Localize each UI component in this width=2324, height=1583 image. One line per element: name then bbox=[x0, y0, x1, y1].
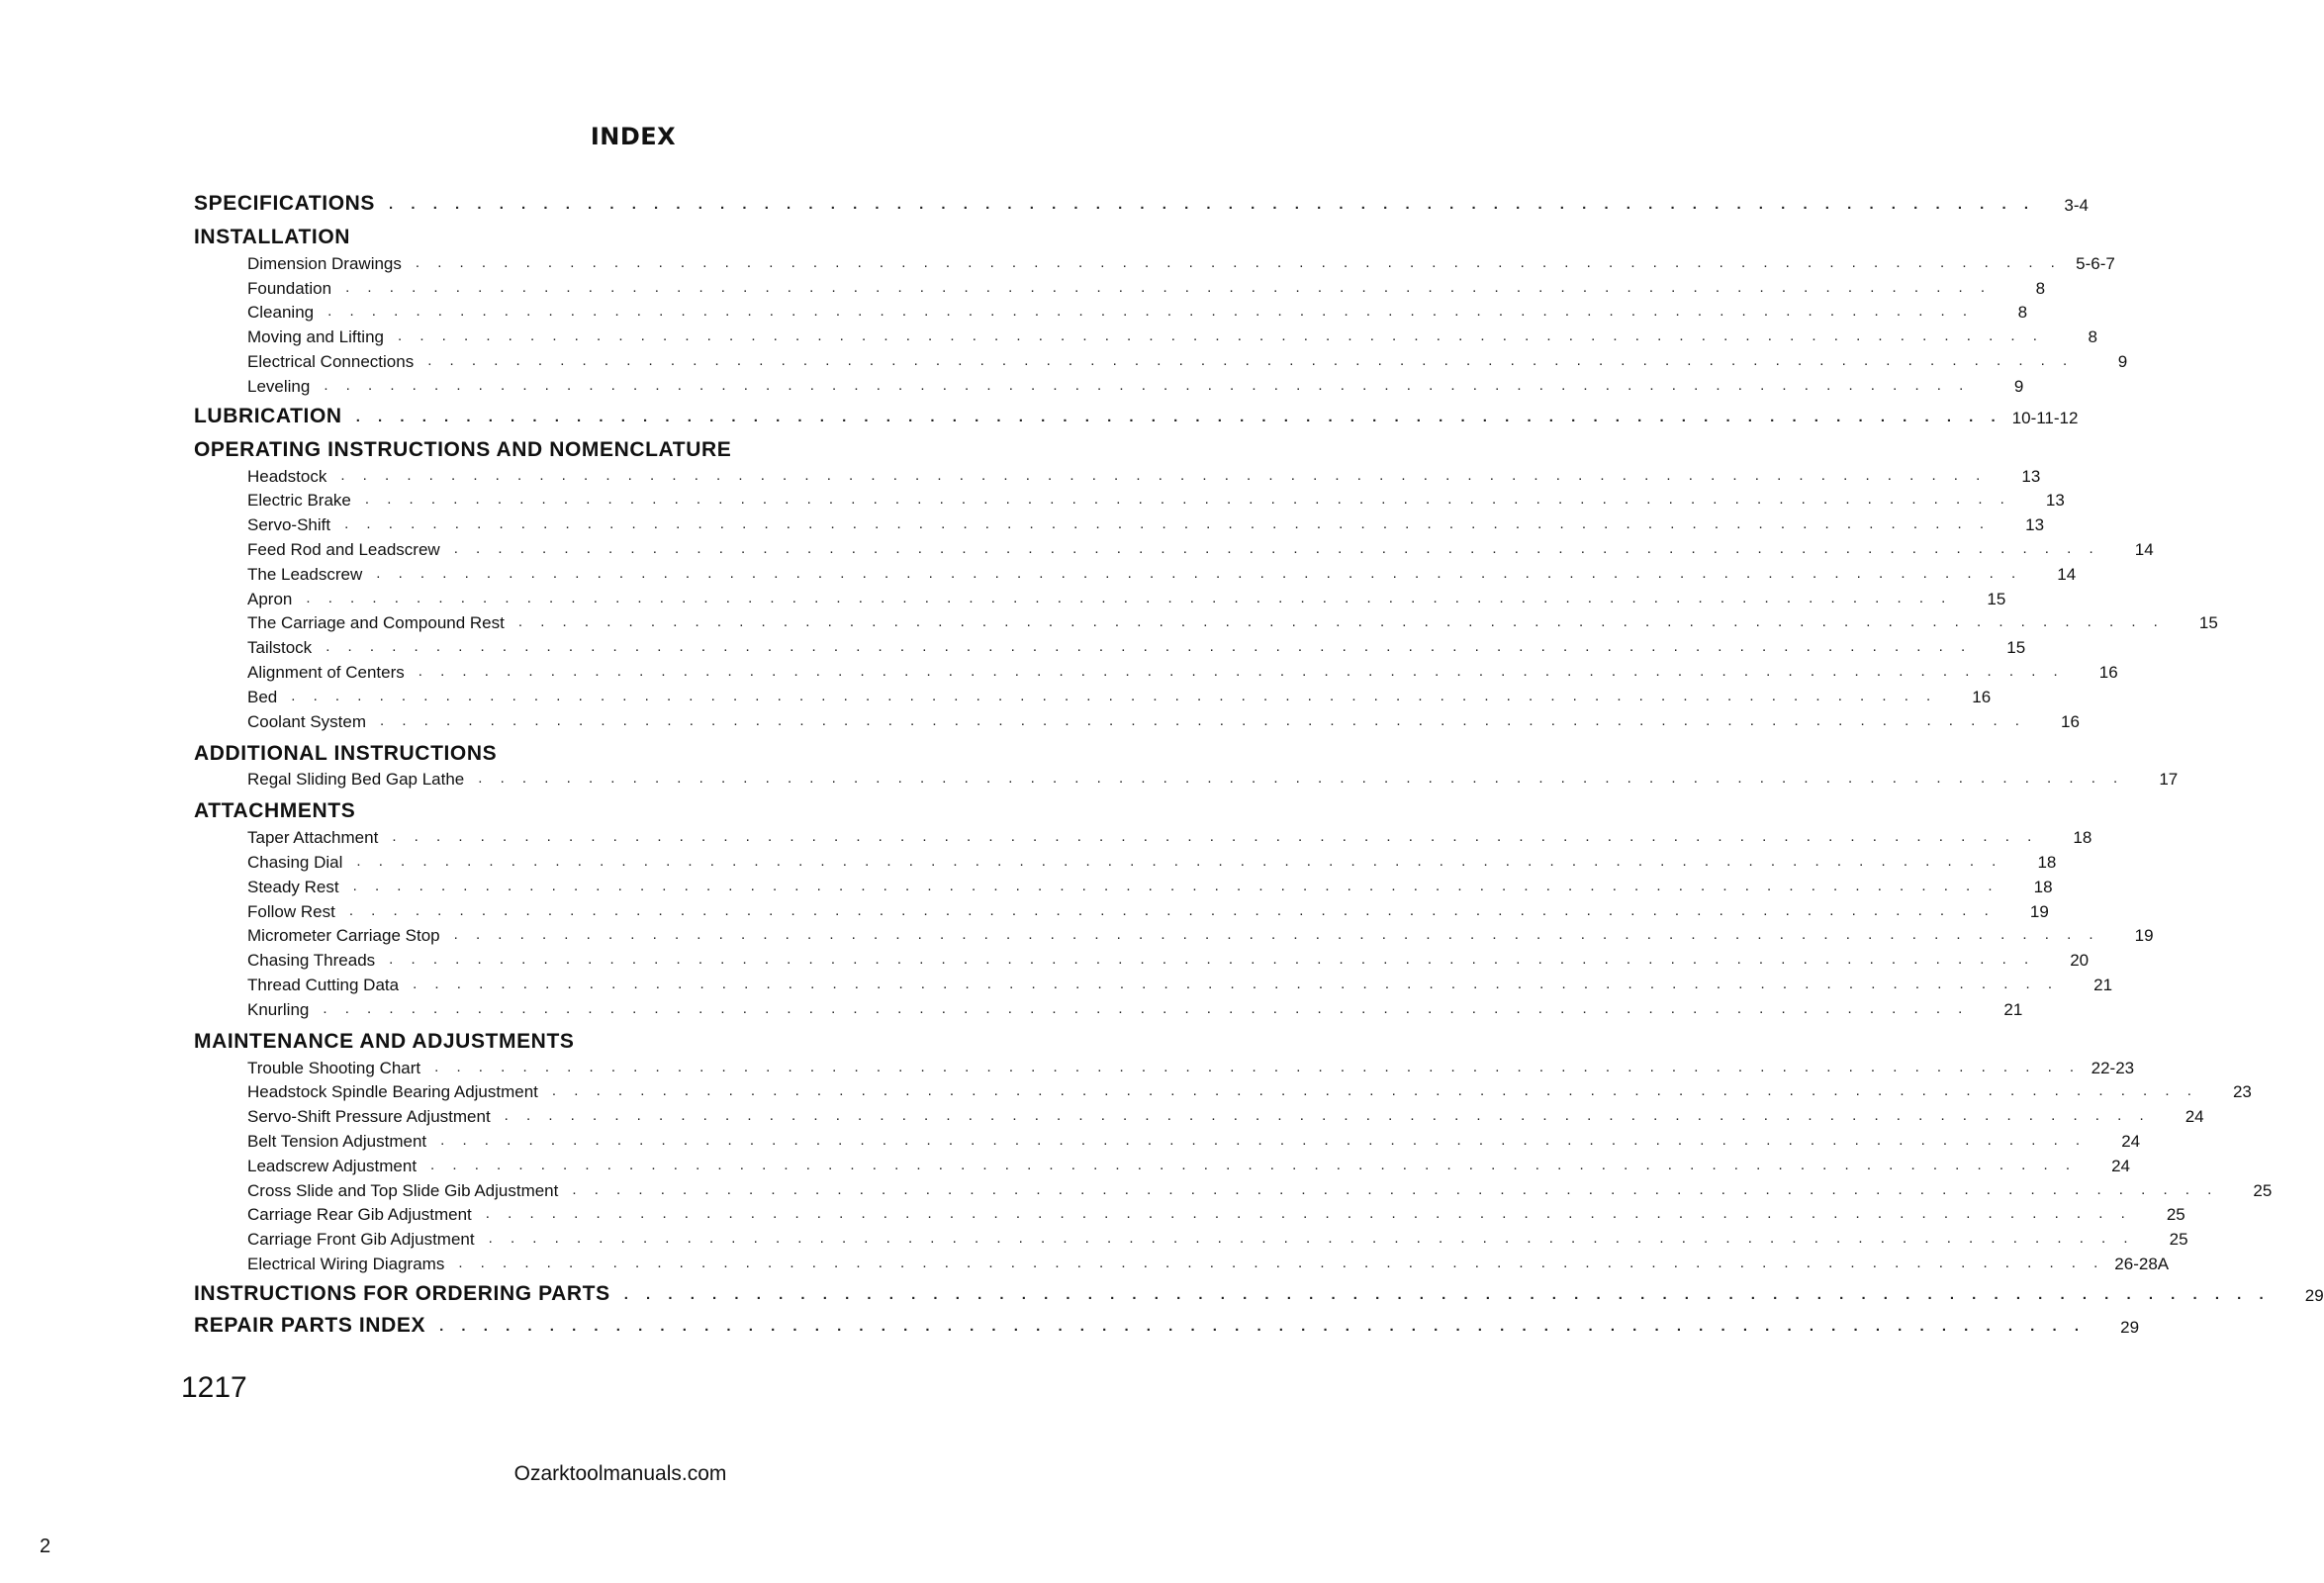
dot-leader: . . . . . . . . . . . . . . . . . . . . . . . . . . . . . . . . . . . . . . . . . . . . . . . . . . . . . . . . . . . . . . . . . . . . . . . . . . . bbox=[352, 877, 1999, 894]
toc-entry bbox=[194, 1176, 2273, 1201]
toc-entry-label: Leadscrew Adjustment bbox=[247, 1156, 418, 1175]
toc-entry-label: Chasing Dial bbox=[247, 852, 343, 872]
toc-entry-label: Steady Rest bbox=[247, 877, 339, 896]
dot-leader: . . . . . . . . . . . . . . . . . . . . . . . . . . . . . . . . . . . . . . . . . . . . . . . . . . . . . . . . . . . . . . . . . . . . . . . . . . . bbox=[517, 613, 2165, 631]
toc-entry-page: 23 bbox=[2232, 1082, 2252, 1102]
toc-section-label: MAINTENANCE AND ADJUSTMENTS bbox=[194, 1029, 575, 1053]
toc-entry-page: 26-28A bbox=[2114, 1254, 2170, 1273]
dot-leader: . . . . . . . . . . . . . . . . . . . . . . . . . . . . . . . . . . . . . . . . . . . . . . . . . . . . . . . . . . . . . . . . . . . . . . . . . . . bbox=[427, 351, 2075, 369]
dot-leader: . . . . . . . . . . . . . . . . . . . . . . . . . . . . . . . . . . . . . . . . . . . . . . . . . . . . . . . . . . . . . . . . . . . . . . . . . . . bbox=[356, 852, 2003, 870]
toc-entry-label: Knurling bbox=[247, 999, 310, 1019]
toc-entry-label: Foundation bbox=[247, 278, 332, 298]
toc-entry bbox=[194, 897, 2049, 922]
dot-leader: . . . . . . . . . . . . . . . . . . . . . . . . . . . . . . . . . . . . . . . . . . . . . . . . . . . . . . . . . . . . . . . . . . . . . . . . . . . bbox=[458, 1254, 2105, 1271]
toc-entry bbox=[194, 683, 1992, 707]
dot-leader: . . . . . . . . . . . . . . . . . . . . . . . . . . . . . . . . . . . . . . . . . . . . . . . . . . . . . . . . . . . . . . . . . . . . . . . . . . . bbox=[389, 951, 2036, 969]
dot-leader: . . . . . . . . . . . . . . . . . . . . . . . . . . . . . . . . . . . . . . . . . . . . . . . . . . . . . . . . . . . . . . . . . . . . . . . . . . . bbox=[355, 408, 2002, 425]
toc-entry-label: Electric Brake bbox=[247, 491, 351, 511]
dot-leader: . . . . . . . . . . . . . . . . . . . . . . . . . . . . . . . . . . . . . . . . . . . . . . . . . . . . . . . . . . . . . . . . . . . . . . . . . . . bbox=[430, 1156, 2078, 1173]
dot-leader: . . . . . . . . . . . . . . . . . . . . . . . . . . . . . . . . . . . . . . . . . . . . . . . . . . . . . . . . . . . . . . . . . . . . . . . . . . . bbox=[323, 999, 1970, 1017]
toc-entry bbox=[194, 922, 2154, 947]
toc-entry-page: 18 bbox=[2073, 828, 2092, 848]
dot-leader: . . . . . . . . . . . . . . . . . . . . . . . . . . . . . . . . . . . . . . . . . . . . . . . . . . . . . . . . . . . . . . . . . . . . . . . . . . . bbox=[439, 1317, 2087, 1335]
toc-entry-page: 16 bbox=[2061, 711, 2080, 731]
toc-entry-page: 13 bbox=[2045, 491, 2065, 511]
page-number: 2 bbox=[40, 1536, 51, 1557]
toc-entry-label: Electrical Connections bbox=[247, 351, 415, 371]
toc-entry bbox=[194, 1127, 2141, 1152]
toc-entry-label: Follow Rest bbox=[247, 901, 335, 921]
toc-entry bbox=[194, 823, 2092, 848]
toc-entry bbox=[194, 707, 2080, 732]
toc-section bbox=[194, 401, 2079, 428]
toc-entry-page: 20 bbox=[2070, 951, 2090, 971]
toc-entry bbox=[194, 995, 2023, 1020]
toc-section-page: 29 bbox=[2120, 1317, 2140, 1337]
toc-entry bbox=[194, 1054, 2135, 1078]
toc-entry-page: 16 bbox=[1972, 687, 1992, 706]
toc-entry bbox=[194, 585, 2006, 609]
toc-entry-page: 24 bbox=[2185, 1107, 2204, 1127]
toc-entry-label: Headstock Spindle Bearing Adjustment bbox=[247, 1082, 538, 1102]
toc-entry-label: Thread Cutting Data bbox=[247, 975, 400, 994]
dot-leader: . . . . . . . . . . . . . . . . . . . . . . . . . . . . . . . . . . . . . . . . . . . . . . . . . . . . . . . . . . . . . . . . . . . . . . . . . . . bbox=[453, 926, 2100, 944]
toc-entry-page: 25 bbox=[2253, 1180, 2273, 1200]
toc-entry bbox=[194, 1078, 2252, 1103]
toc-entry-label: Electrical Wiring Diagrams bbox=[247, 1254, 445, 1273]
dot-leader: . . . . . . . . . . . . . . . . . . . . . . . . . . . . . . . . . . . . . . . . . . . . . . . . . . . . . . . . . . . . . . . . . . . . . . . . . . . bbox=[324, 376, 1971, 394]
toc-entry bbox=[194, 766, 2179, 791]
toc-section bbox=[194, 793, 1072, 823]
dot-leader: . . . . . . . . . . . . . . . . . . . . . . . . . . . . . . . . . . . . . . . . . . . . . . . . . . . . . . . . . . . . . . . . . . . . . . . . . . . bbox=[488, 1230, 2135, 1248]
toc-entry-page: 13 bbox=[2025, 515, 2045, 535]
toc-section-label: ADDITIONAL INSTRUCTIONS bbox=[194, 741, 498, 765]
toc-entry-label: Coolant System bbox=[247, 711, 366, 731]
toc-entry-page: 18 bbox=[2033, 877, 2053, 896]
toc-entry bbox=[194, 347, 2128, 372]
toc-section-label: ATTACHMENTS bbox=[194, 799, 356, 823]
dot-leader: . . . . . . . . . . . . . . . . . . . . . . . . . . . . . . . . . . . . . . . . . . . . . . . . . . . . . . . . . . . . . . . . . . . . . . . . . . . bbox=[397, 327, 2044, 345]
dot-leader: . . . . . . . . . . . . . . . . . . . . . . . . . . . . . . . . . . . . . . . . . . . . . . . . . . . . . . . . . . . . . . . . . . . . . . . . . . . bbox=[306, 589, 1953, 606]
dot-leader: . . . . . . . . . . . . . . . . . . . . . . . . . . . . . . . . . . . . . . . . . . . . . . . . . . . . . . . . . . . . . . . . . . . . . . . . . . . bbox=[291, 687, 1938, 704]
toc-entry bbox=[194, 511, 2045, 535]
index-title: INDEX bbox=[590, 123, 677, 150]
toc-entry bbox=[194, 633, 2026, 658]
dot-leader: . . . . . . . . . . . . . . . . . . . . . . . . . . . . . . . . . . . . . . . . . . . . . . . . . . . . . . . . . . . . . . . . . . . . . . . . . . . bbox=[389, 196, 2035, 213]
toc-entry-page: 25 bbox=[2166, 1205, 2185, 1225]
toc-entry-label: Bed bbox=[247, 687, 278, 706]
dot-leader: . . . . . . . . . . . . . . . . . . . . . . . . . . . . . . . . . . . . . . . . . . . . . . . . . . . . . . . . . . . . . . . . . . . . . . . . . . . bbox=[485, 1205, 2132, 1223]
toc-entry-label: Tailstock bbox=[247, 638, 313, 658]
dot-leader: . . . . . . . . . . . . . . . . . . . . . . . . . . . . . . . . . . . . . . . . . . . . . . . . . . . . . . . . . . . . . . . . . . . . . . . . . . . bbox=[376, 564, 2023, 582]
toc-entry-label: Micrometer Carriage Stop bbox=[247, 926, 440, 946]
toc-section bbox=[194, 1310, 2140, 1338]
toc-entry bbox=[194, 873, 2053, 897]
toc-entry-label: Feed Rod and Leadscrew bbox=[247, 539, 440, 559]
toc-entry-page: 9 bbox=[2117, 351, 2128, 371]
toc-entry-page: 14 bbox=[2057, 564, 2077, 584]
toc-entry-page: 8 bbox=[2017, 303, 2028, 323]
toc-entry-page: 5-6-7 bbox=[2076, 253, 2115, 273]
dot-leader: . . . . . . . . . . . . . . . . . . . . . . . . . . . . . . . . . . . . . . . . . . . . . . . . . . . . . . . . . . . . . . . . . . . . . . . . . . . bbox=[453, 539, 2100, 557]
toc-entry-label: The Leadscrew bbox=[247, 564, 363, 584]
toc-entry-label: Moving and Lifting bbox=[247, 327, 384, 347]
toc-entry-page: 8 bbox=[2035, 278, 2046, 298]
toc-section-page: 29 bbox=[2304, 1285, 2324, 1305]
toc-entry-label: Carriage Rear Gib Adjustment bbox=[247, 1205, 472, 1225]
toc-entry-page: 24 bbox=[2121, 1131, 2141, 1151]
toc-entry-label: Belt Tension Adjustment bbox=[247, 1131, 427, 1151]
toc-entry-page: 21 bbox=[2003, 999, 2023, 1019]
toc-entry bbox=[194, 848, 2057, 873]
toc-entry bbox=[194, 1102, 2204, 1127]
dot-leader: . . . . . . . . . . . . . . . . . . . . . . . . . . . . . . . . . . . . . . . . . . . . . . . . . . . . . . . . . . . . . . . . . . . . . . . . . . . bbox=[418, 662, 2065, 680]
toc-entry bbox=[194, 487, 2065, 512]
dot-leader: . . . . . . . . . . . . . . . . . . . . . . . . . . . . . . . . . . . . . . . . . . . . . . . . . . . . . . . . . . . . . . . . . . . . . . . . . . . bbox=[380, 711, 2026, 729]
table-of-contents bbox=[194, 184, 2324, 1338]
toc-entry bbox=[194, 1152, 2131, 1176]
toc-entry-label: Servo-Shift bbox=[247, 515, 331, 535]
toc-section-label: SPECIFICATIONS bbox=[194, 192, 376, 215]
toc-entry-label: The Carriage and Compound Rest bbox=[247, 613, 505, 633]
toc-entry-label: Apron bbox=[247, 589, 293, 608]
toc-entry-page: 25 bbox=[2169, 1230, 2188, 1250]
toc-entry-page: 21 bbox=[2093, 975, 2113, 994]
toc-section-label: REPAIR PARTS INDEX bbox=[194, 1313, 426, 1337]
toc-section bbox=[194, 1278, 2324, 1306]
toc-entry-page: 15 bbox=[2198, 613, 2218, 633]
toc-entry-page: 19 bbox=[2134, 926, 2154, 946]
toc-entry bbox=[194, 658, 2118, 683]
toc-section bbox=[194, 188, 2089, 216]
toc-entry-label: Cleaning bbox=[247, 303, 315, 323]
toc-entry-label: Servo-Shift Pressure Adjustment bbox=[247, 1107, 491, 1127]
toc-entry-label: Leveling bbox=[247, 376, 311, 396]
toc-entry bbox=[194, 462, 2041, 487]
dot-leader: . . . . . . . . . . . . . . . . . . . . . . . . . . . . . . . . . . . . . . . . . . . . . . . . . . . . . . . . . . . . . . . . . . . . . . . . . . . bbox=[572, 1180, 2219, 1198]
dot-leader: . . . . . . . . . . . . . . . . . . . . . . . . . . . . . . . . . . . . . . . . . . . . . . . . . . . . . . . . . . . . . . . . . . . . . . . . . . . bbox=[325, 638, 1973, 656]
toc-entry bbox=[194, 372, 2024, 397]
dot-leader: . . . . . . . . . . . . . . . . . . . . . . . . . . . . . . . . . . . . . . . . . . . . . . . . . . . . . . . . . . . . . . . . . . . . . . . . . . . bbox=[340, 466, 1988, 484]
dot-leader: . . . . . . . . . . . . . . . . . . . . . . . . . . . . . . . . . . . . . . . . . . . . . . . . . . . . . . . . . . . . . . . . . . . . . . . . . . . bbox=[440, 1131, 2088, 1149]
dot-leader: . . . . . . . . . . . . . . . . . . . . . . . . . . . . . . . . . . . . . . . . . . . . . . . . . . . . . . . . . . . . . . . . . . . . . . . . . . . bbox=[623, 1285, 2271, 1303]
toc-section bbox=[194, 736, 1072, 766]
toc-entry-page: 17 bbox=[2159, 770, 2179, 790]
toc-section-label: OPERATING INSTRUCTIONS AND NOMENCLATURE bbox=[194, 437, 732, 461]
toc-entry-label: Carriage Front Gib Adjustment bbox=[247, 1230, 475, 1250]
toc-entry-label: Cross Slide and Top Slide Gib Adjustment bbox=[247, 1180, 559, 1200]
toc-section-page: 3-4 bbox=[2064, 196, 2089, 215]
dot-leader: . . . . . . . . . . . . . . . . . . . . . . . . . . . . . . . . . . . . . . . . . . . . . . . . . . . . . . . . . . . . . . . . . . . . . . . . . . . bbox=[434, 1058, 2082, 1075]
manual-number: 1217 bbox=[181, 1371, 247, 1404]
dot-leader: . . . . . . . . . . . . . . . . . . . . . . . . . . . . . . . . . . . . . . . . . . . . . . . . . . . . . . . . . . . . . . . . . . . . . . . . . . . bbox=[364, 491, 2011, 509]
toc-entry bbox=[194, 946, 2090, 971]
toc-entry bbox=[194, 249, 2115, 274]
dot-leader: . . . . . . . . . . . . . . . . . . . . . . . . . . . . . . . . . . . . . . . . . . . . . . . . . . . . . . . . . . . . . . . . . . . . . . . . . . . bbox=[504, 1107, 2151, 1125]
toc-entry-label: Headstock bbox=[247, 466, 327, 486]
toc-entry bbox=[194, 323, 2097, 347]
toc-entry-label: Dimension Drawings bbox=[247, 253, 402, 273]
website-footer: Ozarktoolmanuals.com bbox=[513, 1462, 727, 1485]
dot-leader: . . . . . . . . . . . . . . . . . . . . . . . . . . . . . . . . . . . . . . . . . . . . . . . . . . . . . . . . . . . . . . . . . . . . . . . . . . . bbox=[327, 303, 1975, 321]
toc-entry-label: Taper Attachment bbox=[247, 828, 379, 848]
toc-entry-page: 13 bbox=[2021, 466, 2041, 486]
toc-entry bbox=[194, 1250, 2170, 1274]
toc-section bbox=[194, 432, 1072, 462]
toc-section bbox=[194, 220, 1072, 249]
toc-entry-page: 15 bbox=[2006, 638, 2026, 658]
toc-entry-page: 16 bbox=[2098, 662, 2118, 682]
toc-entry bbox=[194, 299, 2028, 324]
toc-section-label: INSTRUCTIONS FOR ORDERING PARTS bbox=[194, 1281, 610, 1305]
toc-entry-page: 18 bbox=[2037, 852, 2057, 872]
dot-leader: . . . . . . . . . . . . . . . . . . . . . . . . . . . . . . . . . . . . . . . . . . . . . . . . . . . . . . . . . . . . . . . . . . . . . . . . . . . bbox=[348, 901, 1996, 919]
toc-entry-page: 15 bbox=[1987, 589, 2006, 608]
toc-entry bbox=[194, 1225, 2188, 1250]
toc-section bbox=[194, 1024, 1072, 1054]
toc-entry bbox=[194, 274, 2046, 299]
toc-entry-page: 22-23 bbox=[2091, 1058, 2135, 1077]
toc-entry bbox=[194, 560, 2077, 585]
toc-entry-label: Alignment of Centers bbox=[247, 662, 405, 682]
toc-entry-page: 8 bbox=[2088, 327, 2097, 347]
toc-section-page: 10-11-12 bbox=[2011, 408, 2079, 427]
dot-leader: . . . . . . . . . . . . . . . . . . . . . . . . . . . . . . . . . . . . . . . . . . . . . . . . . . . . . . . . . . . . . . . . . . . . . . . . . . . bbox=[413, 975, 2060, 992]
toc-entry-page: 24 bbox=[2111, 1156, 2131, 1175]
toc-entry-page: 9 bbox=[2013, 376, 2024, 396]
toc-entry-label: Chasing Threads bbox=[247, 951, 376, 971]
dot-leader: . . . . . . . . . . . . . . . . . . . . . . . . . . . . . . . . . . . . . . . . . . . . . . . . . . . . . . . . . . . . . . . . . . . . . . . . . . . bbox=[344, 515, 1992, 533]
toc-entry bbox=[194, 1201, 2185, 1226]
toc-entry bbox=[194, 971, 2113, 995]
dot-leader: . . . . . . . . . . . . . . . . . . . . . . . . . . . . . . . . . . . . . . . . . . . . . . . . . . . . . . . . . . . . . . . . . . . . . . . . . . . bbox=[415, 253, 2062, 271]
dot-leader: . . . . . . . . . . . . . . . . . . . . . . . . . . . . . . . . . . . . . . . . . . . . . . . . . . . . . . . . . . . . . . . . . . . . . . . . . . . bbox=[392, 828, 2039, 846]
toc-section-label: LUBRICATION bbox=[194, 404, 342, 427]
toc-entry bbox=[194, 609, 2218, 634]
toc-entry-label: Trouble Shooting Chart bbox=[247, 1058, 421, 1077]
toc-entry bbox=[194, 535, 2154, 560]
dot-leader: . . . . . . . . . . . . . . . . . . . . . . . . . . . . . . . . . . . . . . . . . . . . . . . . . . . . . . . . . . . . . . . . . . . . . . . . . . . bbox=[478, 770, 2125, 788]
dot-leader: . . . . . . . . . . . . . . . . . . . . . . . . . . . . . . . . . . . . . . . . . . . . . . . . . . . . . . . . . . . . . . . . . . . . . . . . . . . bbox=[551, 1082, 2198, 1100]
toc-section-label: INSTALLATION bbox=[194, 226, 351, 248]
dot-leader: . . . . . . . . . . . . . . . . . . . . . . . . . . . . . . . . . . . . . . . . . . . . . . . . . . . . . . . . . . . . . . . . . . . . . . . . . . . bbox=[345, 278, 1993, 296]
toc-entry-page: 19 bbox=[2029, 901, 2049, 921]
toc-entry-label: Regal Sliding Bed Gap Lathe bbox=[247, 770, 465, 790]
toc-entry-page: 14 bbox=[2134, 539, 2154, 559]
